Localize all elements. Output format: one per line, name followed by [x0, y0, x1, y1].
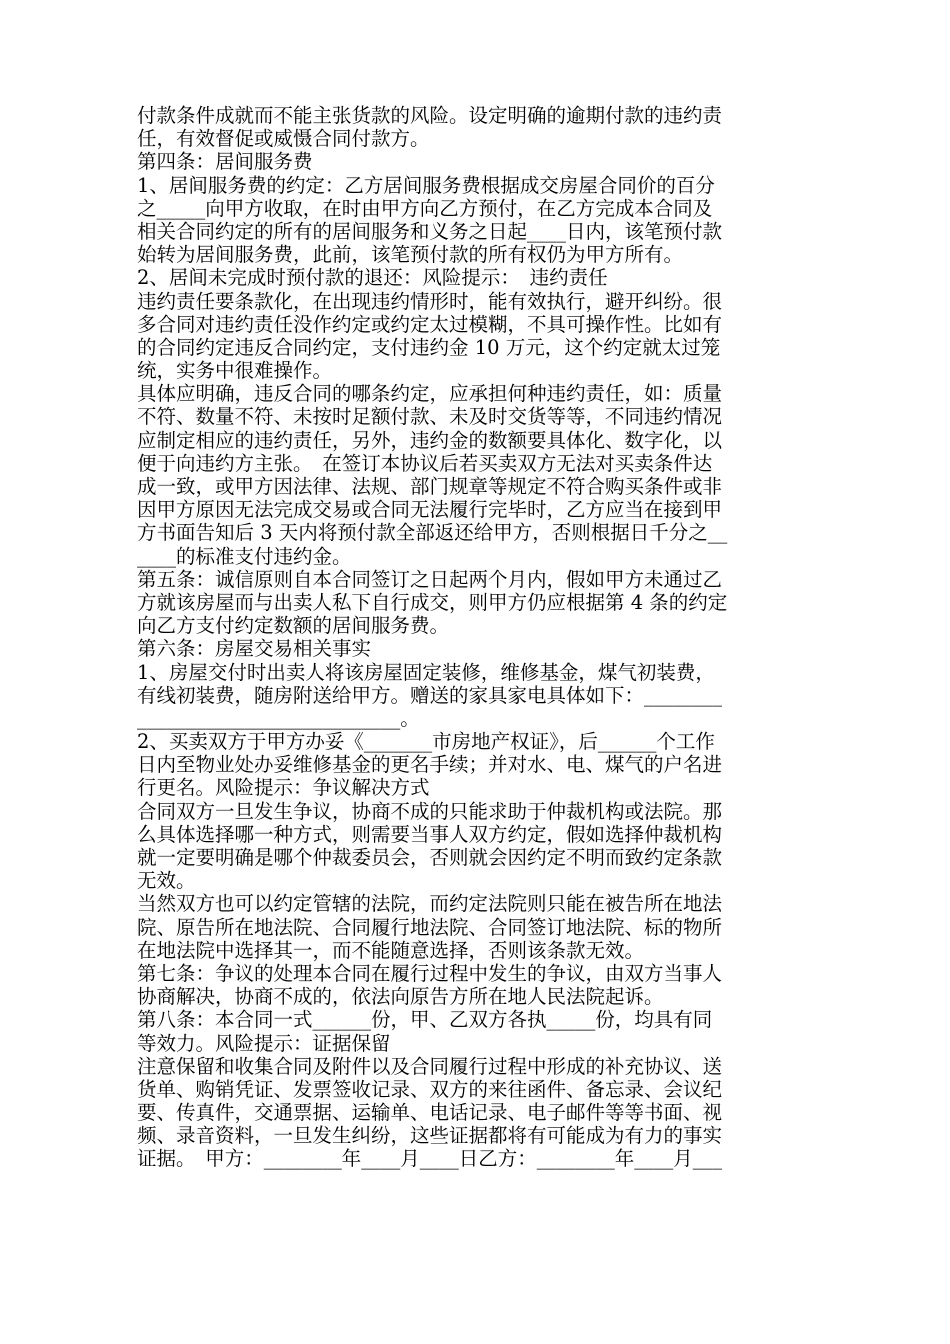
text-line: 多合同对违约责任没作约定或约定太过模糊，不具可操作性。比如有 [137, 312, 723, 336]
text-line: 相关合同约定的所有的居间服务和义务之日起____日内，该笔预付款 [137, 219, 723, 243]
text-line: 方书面告知后 3 天内将预付款全部返还给甲方，否则根据日千分之__ [137, 521, 728, 545]
text-line: 合同双方一旦发生争议，协商不成的只能求助于仲裁机构或法院。那 [137, 799, 723, 823]
text-line: 具体应明确，违反合同的哪条约定，应承担何种违约责任，如：质量 [137, 382, 723, 406]
section-heading: 第六条：房屋交易相关事实 [137, 637, 372, 661]
section-heading: 第八条：本合同一式______份，甲、乙双方各执_____份，均具有同 [137, 1008, 713, 1032]
text-line: 日内至物业处办妥维修基金的更名手续；并对水、电、煤气的户名进 [137, 753, 723, 777]
text-line: 当然双方也可以约定管辖的法院，而约定法院则只能在被告所在地法 [137, 892, 723, 916]
text-line: 注意保留和收集合同及附件以及合同履行过程中形成的补充协议、送 [137, 1054, 723, 1078]
text-line: 要、传真件，交通票据、运输单、电话记录、电子邮件等等书面、视 [137, 1101, 723, 1125]
text-line: 便于向违约方主张。 在签订本协议后若买卖双方无法对买卖条件达 [137, 451, 713, 475]
text-line: 行更名。风险提示：争议解决方式 [137, 776, 430, 800]
text-line: 么具体选择哪一种方式，则需要当事人双方约定，假如选择仲裁机构 [137, 822, 723, 846]
text-line: 1、居间服务费的约定：乙方居间服务费根据成交房屋合同价的百分 [137, 173, 715, 197]
document-page [137, 104, 817, 1171]
text-line: 统，实务中很难操作。 [137, 359, 333, 383]
text-line: 违约责任要条款化，在出现违约情形时，能有效执行，避开纠纷。很 [137, 289, 723, 313]
text-line: ___________________________。 [137, 706, 420, 730]
text-line: 有线初装费，随房附送给甲方。赠送的家具家电具体如下：________ [137, 683, 723, 707]
text-line: 就一定要明确是哪个仲裁委员会，否则就会因约定不明而致约定条款 [137, 846, 723, 869]
text-line: 协商解决，协商不成的，依法向原告方所在地人民法院起诉。 [137, 985, 664, 1009]
text-line: 成一致，或甲方因法律、法规、部门规章等规定不符合购买条件或非 [137, 475, 723, 498]
text-line: ____的标准支付违约金。 [137, 544, 352, 568]
section-heading: 第四条：居间服务费 [137, 150, 313, 174]
text-line: 应制定相应的违约责任，另外，违约金的数额要具体化、数字化，以 [137, 428, 723, 452]
text-line: 任，有效督促或威慑合同付款方。 [137, 127, 430, 151]
section-heading: 第七条：争议的处理本合同在履行过程中发生的争议，由双方当事人 [137, 961, 723, 985]
text-line: 向乙方支付约定数额的居间服务费。 [137, 614, 450, 638]
text-line: 不符、数量不符、未按时足额付款、未及时交货等等，不同违约情况 [137, 405, 723, 429]
text-line: 在地法院中选择其一，而不能随意选择，否则该条款无效。 [137, 938, 645, 962]
text-line: 2、买卖双方于甲方办妥《_______市房地产权证》，后______个工作 [137, 730, 715, 754]
text-line: 无效。 [137, 869, 196, 893]
section-heading: 第五条：诚信原则自本合同签订之日起两个月内，假如甲方未通过乙 [137, 567, 723, 591]
text-line: 院、原告所在地法院、合同履行地法院、合同签订地法院、标的物所 [137, 915, 723, 939]
text-line: 方就该房屋而与出卖人私下自行成交，则甲方仍应根据第 4 条的约定 [137, 590, 728, 614]
text-line: 之_____向甲方收取，在时由甲方向乙方预付，在乙方完成本合同及 [137, 196, 713, 220]
text-line: 付款条件成就而不能主张货款的风险。设定明确的逾期付款的违约责 [137, 104, 723, 127]
text-line: 因甲方原因无法完成交易或合同无法履行完毕时，乙方应当在接到甲 [137, 498, 723, 522]
text-line: 的合同约定违反合同约定，支付违约金 10 万元，这个约定就太过笼 [137, 335, 721, 359]
signature-line: 证据。 甲方：________年____月____日乙方：________年____月___ [137, 1147, 723, 1171]
text-line: 2、居间未完成时预付款的退还：风险提示： 违约责任 [137, 266, 608, 290]
text-line: 始转为居间服务费，此前，该笔预付款的所有权仍为甲方所有。 [137, 243, 684, 267]
text-line: 1、房屋交付时出卖人将该房屋固定装修，维修基金，煤气初装费， [137, 660, 715, 684]
text-line: 频、录音资料，一旦发生纠纷，这些证据都将有可能成为有力的事实 [137, 1124, 723, 1148]
text-line: 等效力。风险提示：证据保留 [137, 1031, 391, 1055]
text-line: 货单、购销凭证、发票签收记录、双方的来往函件、备忘录、会议纪 [137, 1077, 723, 1101]
